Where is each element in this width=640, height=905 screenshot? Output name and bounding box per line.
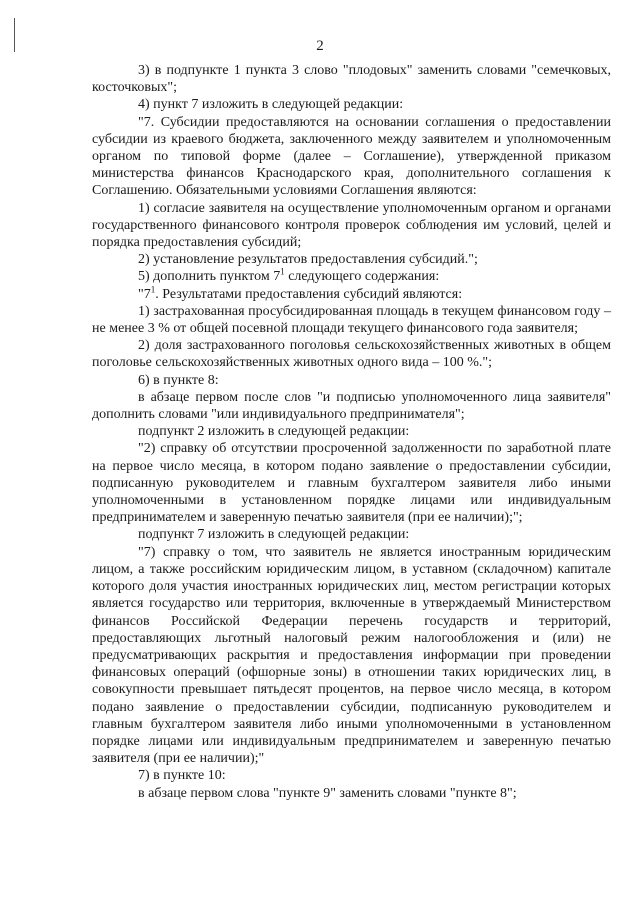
paragraph: в абзаце первом слова "пункте 9" заменить словами "пункте 8"; [138,785,517,801]
paragraph: "7. Субсидии предоставляются на основании соглашения о предоставлении субсидии из краевого бюджета, заключенного между заявителем и уполномоченным органом по типовой форме (далее – Соглашение), утвержденной приказом министерства финансов Краснодарского края, дополнительного соглашения к Соглашению. Обязательными условиями Соглашения являются: [92,114,611,199]
paragraph [92,283,611,303]
paragraph: 4) пункт 7 изложить в следующей редакции: [138,97,404,113]
paragraph: "7) справку о том, что заявитель не является иностранным юридическим лицом, а также российским юридическим лицом, в уставном (складочном) капитале которого доля участия иностранных юридических лиц, местом регистрации которых является государство или территория, включенные в утверждаемый Министерством финансов Российской Федерации перечень государств и территорий, предоставляющих льготный налоговый режим налогообложения и (или) не предусматривающих раскрытия и предоставления информации при проведении финансовых операций (офшорные зоны) в отношении таких юридических лиц, в совокупности превышает пятьдесят процентов, на первое число месяца, в котором подано заявление о предоставлении субсидии, подписанную руководителем и главным бухгалтером заявителя либо иными уполномоченными в установленном порядке лицами или индивидуальным предпринимателем и заверенную печатью заявителя (при ее наличии);" [92,544,611,767]
paragraph: 1) застрахованная просубсидированная площадь в текущем финансовом году – не менее 3 % от общей посевной площади текущего финансового года заявителя; [92,303,611,337]
paragraph: 2) установление результатов предоставления субсидий."; [138,252,478,268]
paragraph [92,268,611,285]
paragraph: 2) доля застрахованного поголовья сельскохозяйственных животных в общем поголовье сельскохозяйственных животных одного вида – 100 %."; [92,338,611,371]
text-segment: "7 [138,286,151,302]
paragraph: "2) справку об отсутствии просроченной задолженности по заработной плате на первое число месяца, в котором подано заявление о предоставлении субсидии, подписанную руководителем и главным бухгалтером заявителя либо иными уполномоченными в установленном порядке лицами или индивидуальным предпринимателем и заверенную печатью заявителя (при ее наличии);"; [92,441,611,526]
text-segment: 5) дополнить пунктом 7 [138,269,281,285]
text-segment: следующего содержания: [284,269,440,285]
document-body [92,62,611,802]
paragraph: 6) в пункте 8: [138,372,219,388]
superscript: 1 [280,266,285,277]
page-number: 2 [316,38,324,54]
paragraph: 7) в пункте 10: [138,768,226,784]
text-segment: . Результатами предоставления субсидий являются: [155,286,463,302]
paragraph: 1) согласие заявителя на осуществление уполномоченным органом и органами государственного финансового контроля проверок соблюдения им условий, целей и порядка предоставления субсидий; [92,200,611,251]
superscript: 1 [150,283,156,294]
paragraph: подпункт 2 изложить в следующей редакции: [138,424,410,440]
paragraph: 3) в подпункте 1 пункта 3 слово "плодовых" заменить словами "семечковых, косточковых"; [92,63,611,96]
paragraph: в абзаце первом после слов "и подписью уполномоченного лица заявителя" дополнить словами "или индивидуального предпринимателя"; [92,389,611,423]
paragraph: подпункт 7 изложить в следующей редакции: [138,527,410,543]
